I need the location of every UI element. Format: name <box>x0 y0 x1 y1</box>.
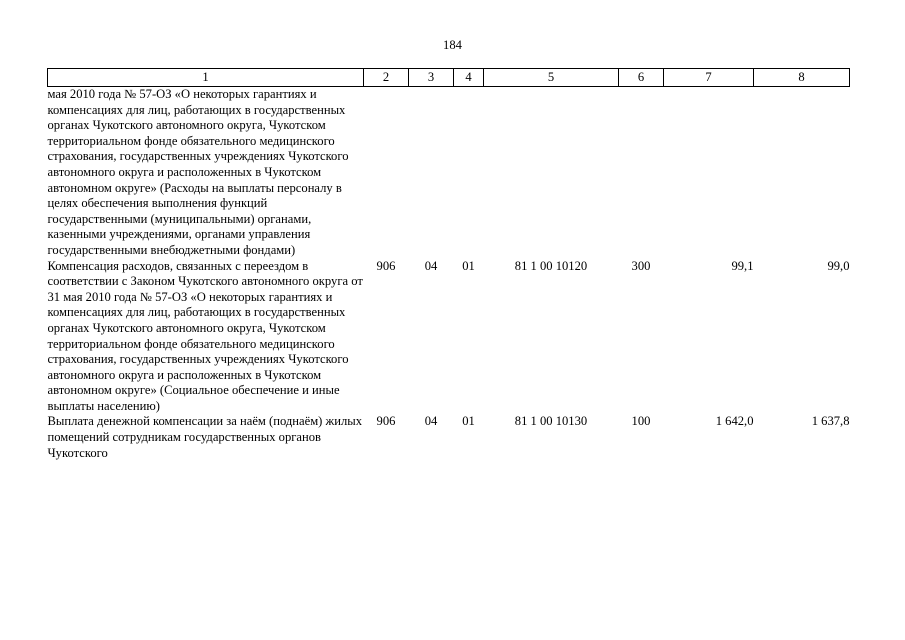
table-row <box>48 259 850 415</box>
column-header: 7 <box>664 69 754 87</box>
budget-table <box>47 68 850 461</box>
section-code: 04 <box>424 258 438 273</box>
amount-col7 <box>664 87 754 259</box>
expense-description: мая 2010 года № 57-ОЗ «О некоторых гарантиях и компенсациях для лиц, работающих в государственных органах Чукотского автономного округа, Чукотском территориальном фонде обязательного медицинского страхования, государственных учреждениях Чукотского автономного округа и расположенных в Чукотском автономном округе» (Расходы на выплаты персоналу в целях обеспечения выполнения функций государственными (муниципальными) органами, казенными учреждениями, органами управления государственными внебюджетными фондами) <box>47 87 349 257</box>
column-header: 5 <box>484 69 619 87</box>
column-header: 8 <box>754 69 850 87</box>
column-header: 2 <box>364 69 409 87</box>
expense-type-code: 300 <box>631 258 651 273</box>
ministry-code: 906 <box>376 258 396 273</box>
amount-col8: 1 637,8 <box>811 414 850 429</box>
table-row <box>48 87 850 259</box>
amount-col7: 99,1 <box>731 258 754 273</box>
ministry-code <box>364 87 409 259</box>
section-code: 04 <box>424 414 438 429</box>
column-number-header <box>48 69 850 87</box>
expense-type-code: 100 <box>631 414 651 429</box>
subsection-code: 01 <box>462 414 475 429</box>
column-header: 1 <box>48 69 364 87</box>
subsection-code <box>454 87 484 259</box>
column-header: 4 <box>454 69 484 87</box>
column-header: 3 <box>409 69 454 87</box>
subsection-code: 01 <box>462 258 475 273</box>
expense-description: Компенсация расходов, связанных с переездом в соответствии с Законом Чукотского автономного округа от 31 мая 2010 года № 57-ОЗ «О некоторых гарантиях и компенсациях для лиц, работающих в государственных органах Чукотского автономного округа, Чукотском территориальном фонде обязательного медицинского страхования, государственных учреждениях Чукотского автономного округа и расположенных в Чукотском автономном округе» (Социальное обеспечение и иные выплаты населению) <box>47 258 363 413</box>
amount-col8: 99,0 <box>827 258 850 273</box>
expense-type-code <box>619 87 664 259</box>
table-row <box>48 414 850 461</box>
amount-col7: 1 642,0 <box>715 414 754 429</box>
section-code <box>409 87 454 259</box>
ministry-code: 906 <box>376 414 396 429</box>
page-number: 184 <box>443 38 462 52</box>
target-article-code: 81 1 00 10120 <box>514 258 588 273</box>
expense-description: Выплата денежной компенсации за наём (поднаём) жилых помещений сотрудникам государственных органов Чукотского <box>47 414 363 460</box>
target-article-code: 81 1 00 10130 <box>514 414 588 429</box>
column-header: 6 <box>619 69 664 87</box>
amount-col8 <box>754 87 850 259</box>
target-article-code <box>484 87 619 259</box>
